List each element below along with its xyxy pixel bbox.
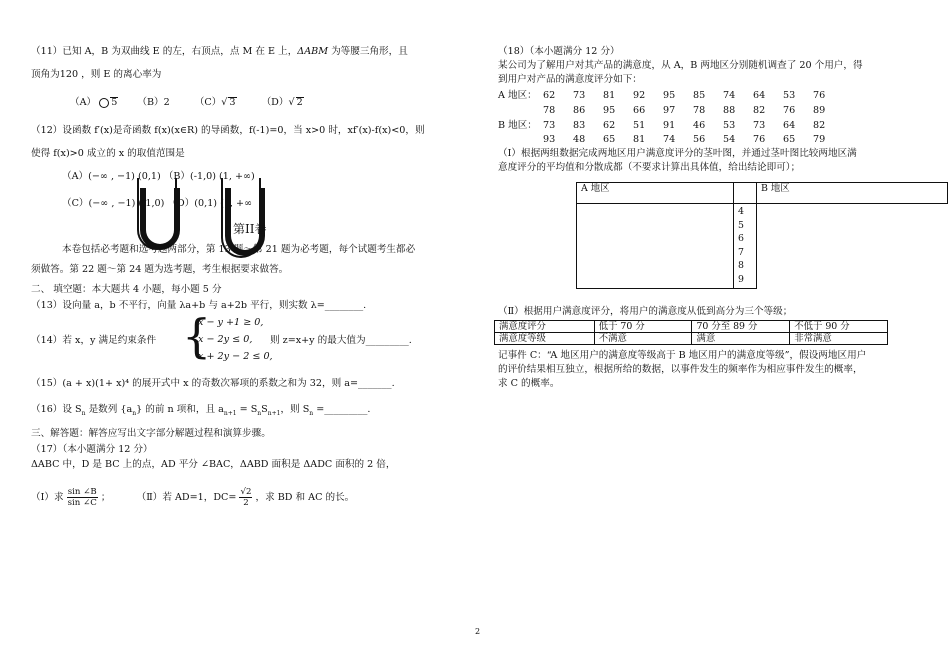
stem-header-b: B 地区 <box>757 183 948 204</box>
stem-value: 4 <box>738 206 744 217</box>
score-value: 93 <box>543 134 556 145</box>
q12-options-row2: （C）(−∞ , −1) (-1,0) （D）(0,1) (1, +∞ <box>62 198 253 209</box>
score-value: 92 <box>633 90 646 101</box>
q17-head: （17）（本小题满分 12 分） <box>31 444 153 455</box>
score-value: 66 <box>633 105 646 116</box>
stem-value: 8 <box>738 260 744 271</box>
score-value: 85 <box>693 90 706 101</box>
stem-leaf-table <box>576 182 948 289</box>
scribble-mark <box>137 178 177 250</box>
grade-row <box>495 321 888 333</box>
score-value: 81 <box>603 90 616 101</box>
grade-row <box>495 333 888 345</box>
score-value: 91 <box>663 120 676 131</box>
q11-options: （A） 5 （B）2 （C）√ 3 （D）√ 2 <box>70 97 303 108</box>
a-row2 <box>543 105 843 117</box>
a-leaves <box>577 204 734 289</box>
grade-cell: 70 分至 89 分 <box>692 321 790 333</box>
dc-fraction: $\frac{√2}{2}$ <box>240 487 252 508</box>
score-value: 76 <box>753 134 766 145</box>
q11-line2: 顶角为120 ，则 E 的离心率为 <box>31 69 162 80</box>
score-value: 88 <box>723 105 736 116</box>
q12-line2: 使得 f(x)>0 成立的 x 的取值范围是 <box>31 148 185 159</box>
score-value: 95 <box>603 105 616 116</box>
score-value: 65 <box>603 134 616 145</box>
score-value: 74 <box>663 134 676 145</box>
q18-event2: 的评价结果相互独立，根据所给的数据，以事件发生的频率作为相应事件发生的概率， <box>498 364 863 375</box>
part2-intro1: 本卷包括必考题和选考题两部分，第 13 题～第 21 题为必考题，每个试题考生都必 <box>62 244 416 255</box>
score-value: 48 <box>573 134 586 145</box>
score-value: 73 <box>543 120 556 131</box>
q13: （13）设向量 a，b 不平行，向量 λa+b 与 a+2b 平行，则实数 λ=________. <box>31 300 367 311</box>
sin-ratio-fraction: $\frac{\sin \angle B}{\sin \angle C}$ <box>67 487 97 508</box>
a-label: A 地区： <box>498 90 537 101</box>
q12-options-row1: （A）(−∞ , −1) (0,1) （B）(-1,0) (1, +∞) <box>62 171 255 182</box>
grade-cell: 不低于 90 分 <box>790 321 888 333</box>
part3-title: 三、解答题：解答应写出文字部分解题过程和演算步骤。 <box>31 428 271 439</box>
grade-cell: 满意度等级 <box>495 333 595 345</box>
q11-line1: （11）已知 A，B 为双曲线 E 的左，右顶点，点 M 在 E 上，ΔABM 为等腰三角形，且 <box>31 46 408 57</box>
q14-constraint-3: x + 2y − 2 ≤ 0, <box>198 351 273 362</box>
score-value: 73 <box>573 90 586 101</box>
b-leaves <box>757 204 948 289</box>
b-row1 <box>543 120 843 132</box>
score-value: 64 <box>783 120 796 131</box>
q18-intro2: 到用户对产品的满意度评分如下： <box>498 74 642 85</box>
score-value: 82 <box>753 105 766 116</box>
grade-cell: 满意 <box>692 333 790 345</box>
page-number: 2 <box>475 627 481 636</box>
q15: （15）(a + x)(1+ x)⁴ 的展开式中 x 的奇数次幂项的系数之和为 32，则 a=_______. <box>31 378 395 389</box>
q18-intro1: 某公司为了解用户对其产品的满意度，从 A，B 两地区分别随机调查了 20 个用户，得 <box>498 60 863 71</box>
stems-column <box>734 204 757 289</box>
score-value: 79 <box>813 134 826 145</box>
q14-lead: （14）若 x，y 满足约束条件 <box>31 335 157 346</box>
score-value: 53 <box>783 90 796 101</box>
score-value: 76 <box>783 105 796 116</box>
b-row2 <box>543 134 843 146</box>
q17-line1: ΔABC 中，D 是 BC 上的点，AD 平分 ∠BAC，ΔABD 面积是 ΔADC 面积的 2 倍， <box>31 459 396 470</box>
score-value: 64 <box>753 90 766 101</box>
brace-icon: { <box>182 309 212 363</box>
score-value: 65 <box>783 134 796 145</box>
fill-section-title: 二、 填空题：本大题共 4 小题，每小题 5 分 <box>31 284 222 295</box>
score-value: 81 <box>633 134 646 145</box>
q16: （16）设 $S_n$ 是数列 $\{a_n\}$ 的前 n 项和，且 $a_{n+1} = S_nS_{n+1}$，则 $S_n$ =_________. <box>31 404 371 417</box>
stem-value: 7 <box>738 246 744 258</box>
grade-cell: 不满意 <box>594 333 692 345</box>
score-value: 86 <box>573 105 586 116</box>
a-row1 <box>543 90 843 102</box>
grade-cell: 低于 70 分 <box>594 321 692 333</box>
q12-line1: （12）设函数 f′(x)是奇函数 f(x)(x∈R) 的导函数，f(-1)=0，当 x>0 时，xf′(x)-f(x)<0，则 <box>31 125 425 136</box>
score-value: 56 <box>693 134 706 145</box>
score-value: 76 <box>813 90 826 101</box>
score-value: 82 <box>813 120 826 131</box>
score-value: 73 <box>753 120 766 131</box>
score-value: 78 <box>693 105 706 116</box>
score-value: 62 <box>543 90 556 101</box>
score-value: 51 <box>633 120 646 131</box>
q18-part2-line: （Ⅱ）根据用户满意度评分，将用户的满意度从低到高分为三个等级； <box>498 306 793 317</box>
q18-part1-line1: （Ⅰ）根据两组数据完成两地区用户满意度评分的茎叶图，并通过茎叶图比较两地区满 <box>498 148 857 159</box>
b-label: B 地区： <box>498 120 537 131</box>
score-value: 53 <box>723 120 736 131</box>
score-value: 97 <box>663 105 676 116</box>
q14-tail: 则 z=x+y 的最大值为_________. <box>270 335 412 346</box>
q18-event3: 求 C 的概率。 <box>498 378 560 389</box>
score-value: 46 <box>693 120 706 131</box>
score-value: 95 <box>663 90 676 101</box>
stem-value: 5 <box>738 219 744 231</box>
part2-title: 第II卷 <box>233 222 267 236</box>
score-value: 54 <box>723 134 736 145</box>
grade-cell: 满意度评分 <box>495 321 595 333</box>
stem-header-a: A 地区 <box>577 183 734 204</box>
q17-parts: （Ⅰ）求 $\frac{\sin \angle B}{\sin \angle C}$ ； （Ⅱ）若 AD=1，DC= $\frac{√2}{2}$ ，求 BD 和 AC 的长。 <box>31 487 355 508</box>
grade-table <box>494 320 888 345</box>
score-value: 89 <box>813 105 826 116</box>
score-value: 74 <box>723 90 736 101</box>
q18-event1: 记事件 C：“A 地区用户的满意度等级高于 B 地区用户的满意度等级”，假设两地区用户 <box>498 350 867 361</box>
q18-head: （18）（本小题满分 12 分） <box>498 46 620 57</box>
part2-intro2: 须做答。第 22 题～第 24 题为选考题，考生根据要求做答。 <box>31 264 289 275</box>
stem-value: 6 <box>738 233 744 244</box>
score-value: 83 <box>573 120 586 131</box>
score-value: 62 <box>603 120 616 131</box>
stem-value: 9 <box>738 273 744 285</box>
score-value: 78 <box>543 105 556 116</box>
q14-constraint-1: x − y +1 ≥ 0, <box>198 317 264 328</box>
grade-cell: 非常满意 <box>790 333 888 345</box>
scribble-icon <box>99 98 109 108</box>
q14-constraint-2: x − 2y ≤ 0, <box>198 334 253 345</box>
q18-part1-line2: 意度评分的平均值和分散成都（不要求计算出具体值，给出结论即可）； <box>498 162 801 173</box>
